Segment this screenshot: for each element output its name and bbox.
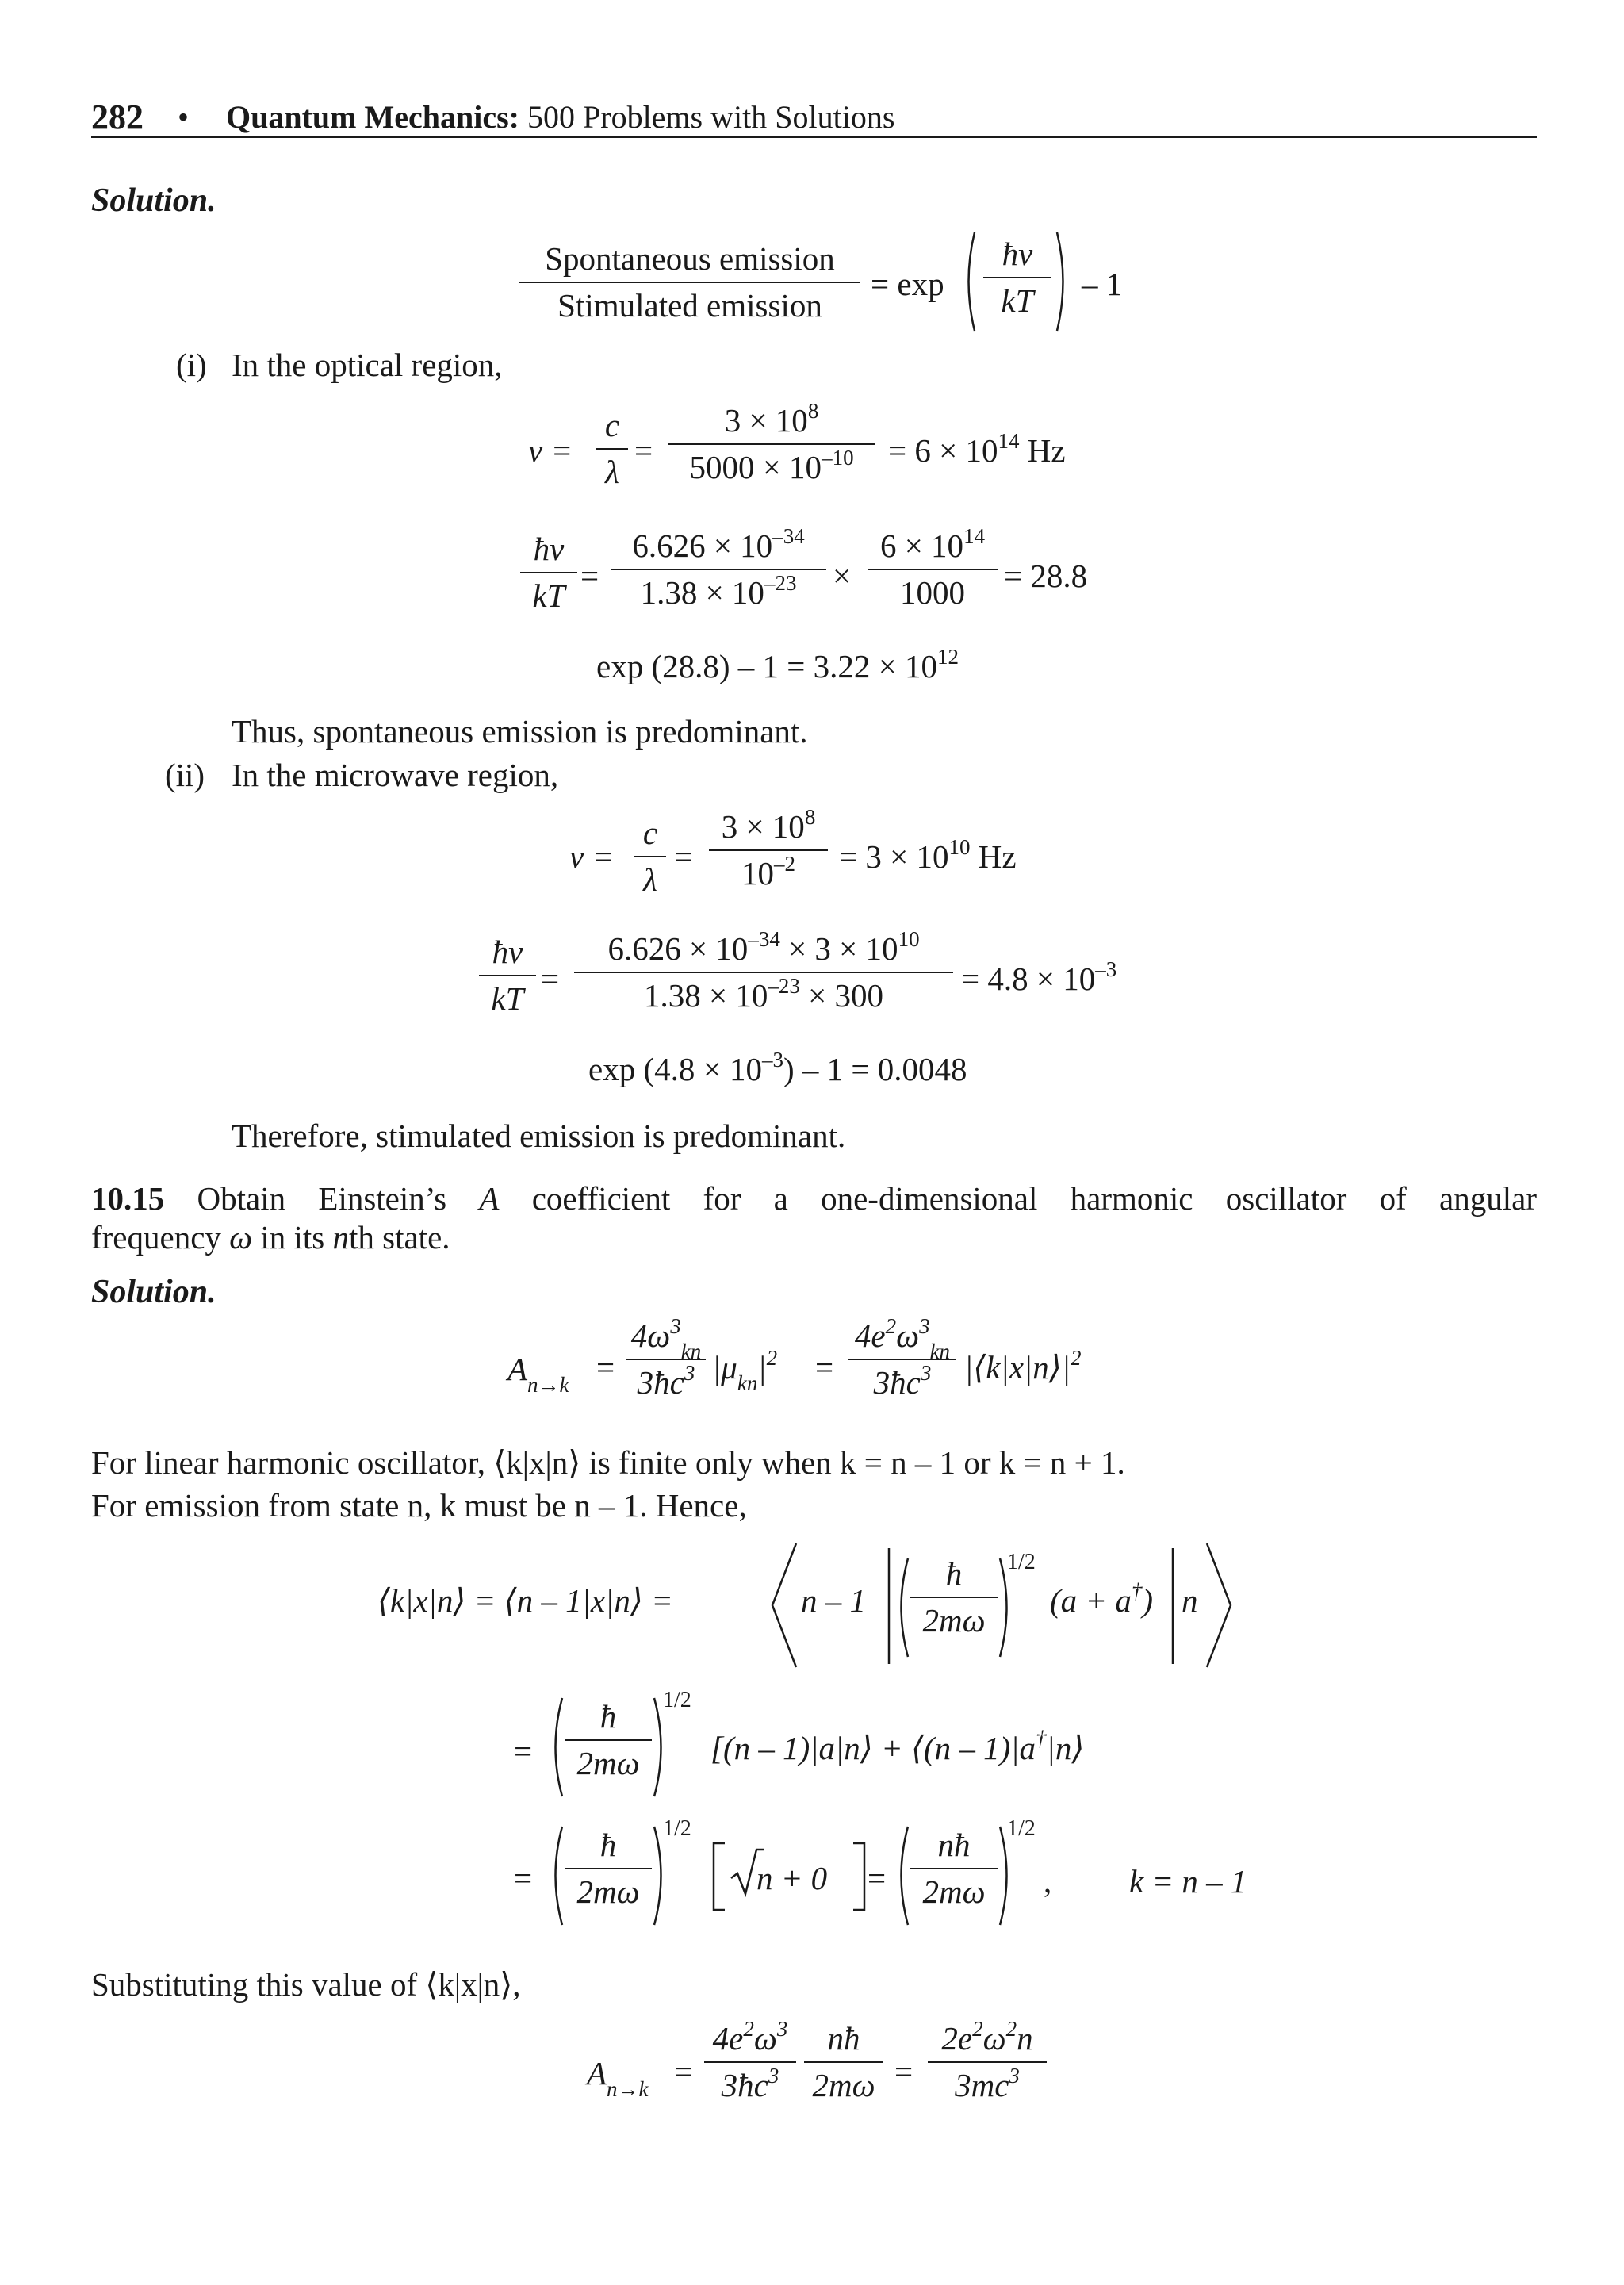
item-ii-text: In the microwave region, xyxy=(232,757,559,793)
final-a-lhs: $A_{n\to k}$ xyxy=(587,2055,649,2102)
fraction-bar xyxy=(520,572,577,573)
ratio-rhs-suffix: – 1 xyxy=(1082,266,1123,302)
dipole-moment: $|\mu_{kn}|^2$ xyxy=(712,1346,778,1396)
right-square-bracket xyxy=(852,1842,868,1911)
equals-sign: = xyxy=(815,1349,834,1386)
condition-k: k = n – 1 xyxy=(1129,1863,1247,1900)
hbar-over-2mw xyxy=(910,1555,998,1639)
fraction-bar xyxy=(804,2061,883,2063)
c-over-lambda-i xyxy=(596,409,628,489)
fraction-bar xyxy=(668,443,875,445)
solution-heading-2: Solution. xyxy=(91,1274,216,1310)
kt-denominator: kT xyxy=(1001,282,1034,319)
fraction-bar xyxy=(910,1597,998,1598)
nu-lhs-ii: ν = xyxy=(569,838,615,875)
equals-sign: = xyxy=(894,2053,914,2090)
nu-value-fraction-ii xyxy=(709,805,828,891)
hv-result-i: = 28.8 xyxy=(1004,558,1088,594)
fraction-denominator: $5000 \times 10^{-10}$ xyxy=(689,446,854,485)
fraction-denominator: 1000 xyxy=(900,574,965,611)
equals-sign: = xyxy=(674,838,693,875)
fraction-denominator: 2mω xyxy=(922,1873,986,1910)
fraction-denominator: $3ħc^3$ xyxy=(873,1361,932,1401)
comma: , xyxy=(1044,1863,1052,1900)
equals-sign: = xyxy=(868,1860,887,1896)
right-angle-bracket xyxy=(1204,1542,1235,1669)
text-line-emission: For emission from state n, k must be n – 1. Hence, xyxy=(91,1487,747,1524)
exp-line-ii: $\exp (4.8 \times 10^{-3}) - 1 = 0.0048$ xyxy=(588,1048,967,1087)
running-head xyxy=(226,99,895,135)
equals-sign: = xyxy=(634,432,653,469)
ratio-rhs-exp: = exp xyxy=(871,266,944,302)
fraction-numerator: $3 \times 10^8$ xyxy=(724,399,819,439)
fraction-denominator: 2mω xyxy=(812,2067,875,2103)
times-sign: × xyxy=(833,558,852,594)
fraction-bar xyxy=(574,972,953,973)
fraction-bar xyxy=(709,849,828,851)
fraction-bar xyxy=(519,282,860,283)
half-exponent: 1/2 xyxy=(663,1816,691,1841)
fraction-numerator: $6.626 \times 10^{-34}$ xyxy=(632,524,805,564)
fraction-numerator: $3 \times 10^8$ xyxy=(721,805,816,845)
hv-numerator: ħν xyxy=(533,531,565,567)
f-over-t-fraction-i xyxy=(868,524,998,611)
kt-denominator: kT xyxy=(491,980,524,1017)
nu-lhs-i: ν = xyxy=(528,432,573,469)
final-fraction-2 xyxy=(804,2022,883,2102)
fraction-denominator: $3ħc^3$ xyxy=(721,2064,779,2103)
fraction-numerator: ħ xyxy=(599,1698,617,1735)
fraction-denominator: 2mω xyxy=(576,1873,640,1910)
substituting-line: Substituting this value of ⟨k|x|n⟩, xyxy=(91,1966,521,2003)
fraction-bar xyxy=(611,569,826,570)
ratio-left-paren xyxy=(961,230,977,333)
header-rule xyxy=(91,136,1537,138)
big-fraction-ii xyxy=(574,927,953,1014)
fraction-numerator: $4e^2\omega^3$ xyxy=(712,2017,788,2057)
fraction-numerator: $4\omega^3_{kn}$ xyxy=(630,1314,702,1364)
a-coefficient-lhs: $A_{n\to k}$ xyxy=(508,1351,569,1397)
left-angle-bracket xyxy=(768,1542,799,1669)
conclusion-ii: Therefore, stimulated emission is predominant. xyxy=(232,1118,846,1154)
fraction-bar xyxy=(479,975,536,976)
fraction-bar xyxy=(910,1868,998,1869)
hbar-over-2mw xyxy=(565,1700,652,1780)
hv-result-ii: = $4.8 \times 10^{-3}$ xyxy=(961,957,1117,997)
fraction-bar xyxy=(704,2061,796,2063)
c-over-lambda-ii xyxy=(634,817,666,896)
fraction-denominator: 2mω xyxy=(576,1745,640,1781)
h-over-k-fraction-i xyxy=(611,524,826,611)
lambda-denominator: λ xyxy=(643,861,657,898)
fraction-bar xyxy=(565,1739,652,1741)
problem-statement-line2: frequency ω in its nth state. xyxy=(91,1219,450,1256)
equals-sign: = xyxy=(596,1349,615,1386)
book-subtitle: 500 Problems with Solutions xyxy=(527,99,895,135)
nu-value-fraction-i xyxy=(668,399,875,485)
fraction-numerator: $6 \times 10^{14}$ xyxy=(879,524,986,564)
nu-result-i: = $6 \times 10^{14}$ Hz xyxy=(888,429,1066,469)
fraction-numerator: ħ xyxy=(945,1555,963,1592)
half-exponent: 1/2 xyxy=(1007,1816,1036,1841)
hv-numerator: ħν xyxy=(1002,236,1033,272)
problem-statement: 10.15 Obtain Einstein’s A coefficient for a one-dimensional harmonic oscillator of angular xyxy=(91,1180,1537,1217)
item-i-marker: (i) xyxy=(176,347,207,383)
text-line-finite: For linear harmonic oscillator, ⟨k|x|n⟩ is finite only when k = n – 1 or k = n + 1. xyxy=(91,1444,1125,1481)
fraction-bar xyxy=(983,277,1051,278)
book-title: Quantum Mechanics: xyxy=(226,99,519,135)
conclusion-i: Thus, spontaneous emission is predominant. xyxy=(232,713,808,750)
nhbar-over-2mw xyxy=(910,1829,998,1908)
hv-numerator: ħν xyxy=(492,934,523,970)
left-paren xyxy=(893,1556,910,1659)
fraction-bar xyxy=(565,1868,652,1869)
lambda-denominator: λ xyxy=(605,454,619,490)
c-numerator: c xyxy=(642,815,658,851)
hbar-over-2mw xyxy=(565,1829,652,1908)
a-fraction-1 xyxy=(626,1314,706,1401)
left-paren xyxy=(893,1824,910,1927)
fraction-numerator: ħ xyxy=(599,1827,617,1863)
fraction-denominator: $3mc^3$ xyxy=(955,2064,1020,2103)
exp-line-i: $\exp (28.8) - 1 = 3.22 \times 10^{12}$ xyxy=(596,645,959,684)
page-number: 282 xyxy=(91,98,144,136)
left-paren xyxy=(547,1696,565,1799)
item-i-text: In the optical region, xyxy=(232,347,503,383)
c-numerator: c xyxy=(604,407,620,443)
ratio-numerator: Spontaneous emission xyxy=(545,240,835,277)
equals-sign: = xyxy=(580,558,599,594)
fraction-denominator: $1.38 \times 10^{-23}$ xyxy=(640,571,797,611)
ratio-inner-fraction xyxy=(983,238,1051,317)
half-exponent: 1/2 xyxy=(663,1688,691,1712)
left-square-bracket xyxy=(710,1842,726,1911)
right-vertical-bar xyxy=(1170,1547,1175,1666)
fraction-numerator: $4e^2\omega^3_{kn}$ xyxy=(854,1314,951,1364)
bra-state: n – 1 xyxy=(801,1582,866,1619)
half-exponent: 1/2 xyxy=(1007,1550,1036,1574)
fraction-bar xyxy=(596,448,628,450)
ket-state: n xyxy=(1182,1582,1198,1619)
fraction-bar xyxy=(928,2061,1047,2063)
hv-over-kt-i xyxy=(520,533,577,612)
fraction-denominator: $1.38 \times 10^{-23} \times 300$ xyxy=(644,974,883,1014)
header-bullet: • xyxy=(178,99,190,135)
fraction-denominator: 2mω xyxy=(922,1602,986,1639)
ratio-denominator: Stimulated emission xyxy=(557,287,822,324)
kxn-lhs: ⟨k|x|n⟩ = ⟨n – 1|x|n⟩ = xyxy=(377,1582,673,1619)
hv-over-kt-ii xyxy=(479,936,536,1015)
fraction-denominator: $3ħc^3$ xyxy=(637,1361,695,1401)
fraction-bar xyxy=(634,856,666,857)
equals-sign: = xyxy=(514,1860,533,1896)
fraction-denominator: $10^{-2}$ xyxy=(741,852,795,891)
kt-denominator: kT xyxy=(532,577,565,614)
ratio-right-paren xyxy=(1055,230,1071,333)
equals-sign: = xyxy=(514,1733,533,1769)
ratio-fraction xyxy=(519,240,860,324)
problem-number: 10.15 xyxy=(91,1180,165,1217)
final-fraction-1 xyxy=(704,2017,796,2103)
equals-sign: = xyxy=(541,960,560,997)
nu-result-ii: = $3 \times 10^{10}$ Hz xyxy=(839,835,1017,875)
left-paren xyxy=(547,1824,565,1927)
solution-heading: Solution. xyxy=(91,182,216,219)
left-vertical-bar xyxy=(887,1547,891,1666)
matrix-element: $|⟨k|x|n⟩|^2$ xyxy=(964,1346,1082,1386)
ladder-operator: (a + a†) xyxy=(1050,1579,1153,1619)
operator-expansion: [(n – 1)|a|n⟩ + ⟨(n – 1)|a†|n⟩ xyxy=(710,1727,1085,1766)
fraction-numerator: $2e^2\omega^2n$ xyxy=(941,2017,1033,2057)
sqrt-n-plus-zero: n + 0 xyxy=(756,1860,828,1896)
final-fraction-3 xyxy=(928,2017,1047,2103)
fraction-numerator: nħ xyxy=(937,1827,971,1863)
fraction-bar xyxy=(868,569,998,570)
fraction-numerator: nħ xyxy=(827,2020,860,2057)
item-ii-marker: (ii) xyxy=(165,757,205,793)
equals-sign: = xyxy=(674,2053,693,2090)
fraction-numerator: $6.626 \times 10^{-34} \times 3 \times 10^{10}$ xyxy=(607,927,920,967)
a-fraction-2 xyxy=(848,1314,956,1401)
